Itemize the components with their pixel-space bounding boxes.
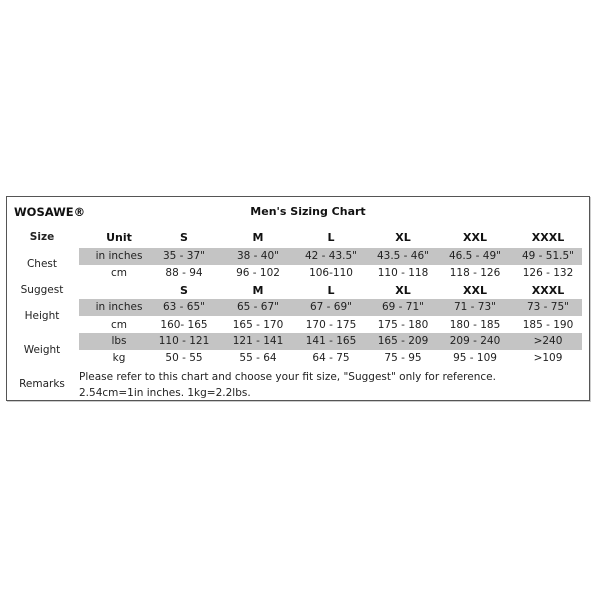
value-cell: 88 - 94	[165, 267, 203, 279]
remarks-line-1: Please refer to this chart and choose your fit size, "Suggest" only for reference.	[79, 371, 496, 383]
value-cell: 175 - 180	[377, 319, 429, 331]
value-cell: 43.5 - 46"	[376, 250, 430, 262]
value-cell: 46.5 - 49"	[448, 250, 502, 262]
value-cell: 64 - 75	[312, 352, 350, 364]
value-cell: >240	[533, 335, 563, 347]
suggest-label: Suggest	[20, 284, 64, 296]
value-cell: 165 - 170	[232, 319, 284, 331]
table-row-chest-cm	[7, 265, 589, 282]
value-cell: 106-110	[309, 267, 353, 279]
value-cell: 69 - 71"	[381, 301, 424, 313]
suggest-cell: L	[327, 284, 335, 297]
suggest-cell: XXXL	[531, 284, 565, 297]
table-row-weight-lbs	[7, 333, 589, 350]
brand-label: WOSAWE®	[14, 205, 86, 219]
weight-label: Weight	[23, 344, 61, 356]
value-cell: 118 - 126	[449, 267, 501, 279]
value-cell: 165 - 209	[377, 335, 429, 347]
size-column-header: Size	[29, 231, 55, 243]
chart-title: Men's Sizing Chart	[250, 205, 366, 218]
value-cell: 50 - 55	[165, 352, 203, 364]
size-header-xl: XL	[395, 231, 411, 244]
value-cell: 67 - 69"	[309, 301, 352, 313]
size-header-xxxl: XXXL	[531, 231, 565, 244]
height-label: Height	[24, 310, 60, 322]
value-cell: 42 - 43.5"	[304, 250, 358, 262]
value-cell: 38 - 40"	[236, 250, 279, 262]
remarks-line-2: 2.54cm=1in inches. 1kg=2.2lbs.	[79, 387, 251, 399]
table-row-height-inches	[7, 299, 589, 316]
value-cell: 209 - 240	[449, 335, 501, 347]
value-cell: 96 - 102	[236, 267, 280, 279]
suggest-cell: XXL	[463, 284, 487, 297]
table-row-chest-inches	[7, 248, 589, 265]
unit-cell: lbs	[111, 335, 127, 347]
suggest-cell: S	[180, 284, 188, 297]
suggest-cell: XL	[395, 284, 411, 297]
chest-label: Chest	[26, 258, 58, 270]
value-cell: 170 - 175	[305, 319, 357, 331]
table-row-suggest	[7, 282, 589, 299]
value-cell: 55 - 64	[239, 352, 277, 364]
unit-cell: in inches	[95, 250, 143, 262]
unit-column-header: Unit	[106, 231, 132, 244]
remarks-label: Remarks	[19, 378, 65, 390]
size-header-l: L	[327, 231, 335, 244]
unit-cell: in inches	[95, 301, 143, 313]
value-cell: 121 - 141	[232, 335, 284, 347]
size-header-s: S	[180, 231, 188, 244]
unit-cell: cm	[110, 319, 127, 331]
header-row	[7, 229, 589, 246]
value-cell: 35 - 37"	[162, 250, 205, 262]
value-cell: 110 - 121	[158, 335, 210, 347]
value-cell: 75 - 95	[384, 352, 422, 364]
value-cell: 73 - 75"	[526, 301, 569, 313]
unit-cell: kg	[112, 352, 126, 364]
value-cell: 65 - 67"	[236, 301, 279, 313]
value-cell: 180 - 185	[449, 319, 501, 331]
value-cell: 63 - 65"	[162, 301, 205, 313]
suggest-cell: M	[252, 284, 264, 297]
value-cell: 49 - 51.5"	[521, 250, 575, 262]
value-cell: >109	[533, 352, 563, 364]
value-cell: 95 - 109	[453, 352, 497, 364]
value-cell: 126 - 132	[522, 267, 574, 279]
size-header-m: M	[252, 231, 264, 244]
unit-cell: cm	[110, 267, 127, 279]
size-header-xxl: XXL	[463, 231, 487, 244]
value-cell: 160- 165	[160, 319, 208, 331]
table-row-weight-kg	[7, 350, 589, 367]
value-cell: 185 - 190	[522, 319, 574, 331]
value-cell: 110 - 118	[377, 267, 429, 279]
value-cell: 141 - 165	[305, 335, 357, 347]
sizing-chart-table	[6, 196, 590, 401]
remarks-text	[79, 369, 496, 401]
table-row-height-cm	[7, 317, 589, 334]
value-cell: 71 - 73"	[453, 301, 496, 313]
